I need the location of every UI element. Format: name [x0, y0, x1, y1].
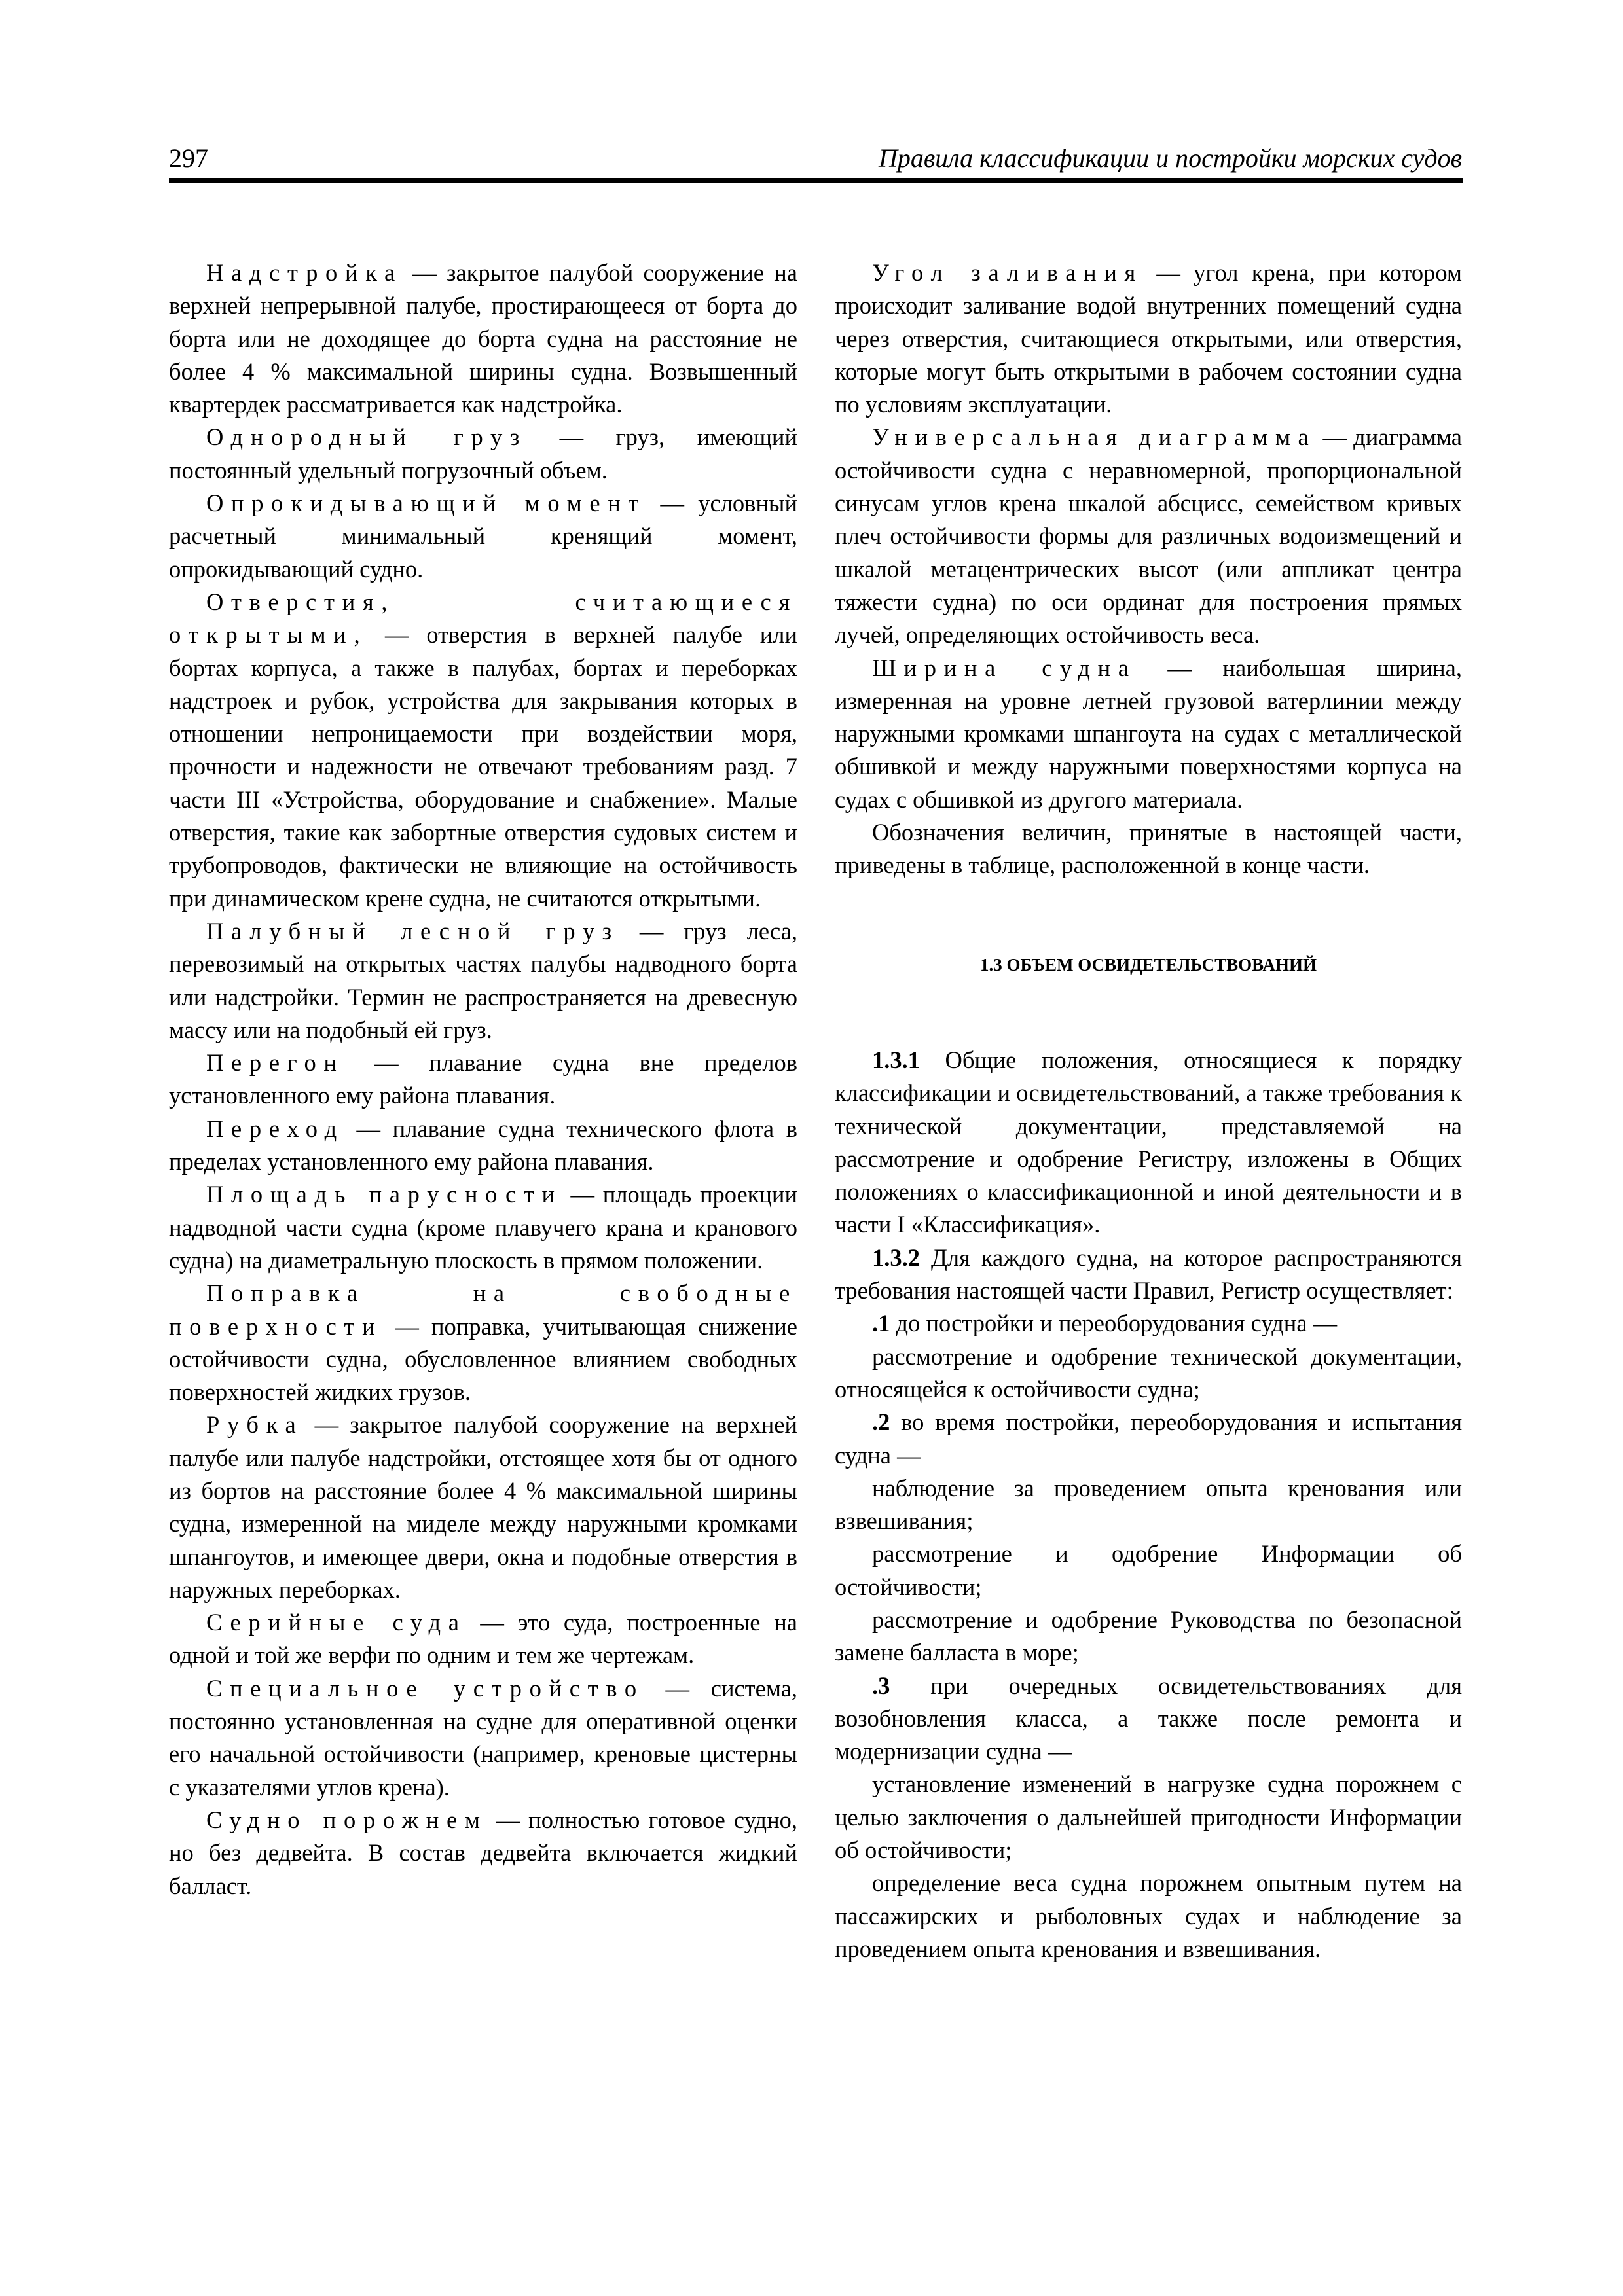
page-number: 297 — [169, 143, 208, 173]
defined-term: Ширина судна — [872, 654, 1137, 681]
paragraph — [835, 1604, 1462, 1670]
definition-paragraph — [835, 421, 1462, 651]
definition-paragraph — [169, 1047, 797, 1113]
defined-term: Поправка на свободные поверхности — [169, 1280, 797, 1340]
paragraph — [835, 1670, 1462, 1768]
paragraph-text: рассмотрение и одобрение Информации об остойчивости; — [835, 1540, 1462, 1600]
paragraph — [835, 1044, 1462, 1242]
defined-term: Перегон — [206, 1049, 344, 1077]
paragraph-text: во время постройки, переоборудования и испытания судна — — [835, 1408, 1462, 1469]
defined-term: Надстройка — [206, 259, 403, 286]
page-header — [169, 143, 1462, 179]
defined-term: Однородный груз — [206, 423, 528, 451]
definition-paragraph — [169, 1277, 797, 1408]
definition-paragraph — [169, 1804, 797, 1903]
defined-term: Специальное устройство — [206, 1674, 644, 1702]
paragraph-text: Общие положения, относящиеся к порядку классификации и освидетельствований, а также требования к технической документации, представляемой на рассмотрение и одобрение Регистру, изложены в Общих положениях о классификационной и иной деятельности и в части I «Классификация». — [835, 1046, 1462, 1238]
paragraph-text: — плавание судна технического флота в пределах установленного ему района плавания. — [169, 1115, 797, 1175]
paragraph-text: — поправка, учитывающая снижение остойчивости судна, обусловленное влиянием свободных поверхностей жидких грузов. — [169, 1312, 797, 1406]
paragraph-text: — система, постоянно установленная на судне для оперативной оценки его начальной остойчивости (например, креновые цистерны с указателями углов крена). — [169, 1674, 797, 1801]
paragraph-text: рассмотрение и одобрение Руководства по безопасной замене балласта в море; — [835, 1605, 1462, 1666]
paragraph-text: — это суда, построенные на одной и той же верфи по одним и тем же чертежам. — [169, 1609, 797, 1669]
paragraph-text: — отверстия в верхней палубе или бортах корпуса, а также в палубах, бортах и переборках надстроек и рубок, устройства для закрывания которых в отношении непроницаемости при воздействии моря, прочности и надежности не отвечают требованиям разд. 7 части III «Устройства, оборудование и снабжение». Малые отверстия, такие как забортные отверстия судовых систем и трубопроводов, фактически не влияющие на остойчивость при динамическом крене судна, не считаются открытыми. — [169, 621, 797, 912]
defined-term: Судно порожнем — [206, 1806, 488, 1833]
paragraph-text: — условный расчетный минимальный кренящий момент, опрокидывающий судно. — [169, 490, 797, 583]
paragraph-text: — площадь проекции надводной части судна (кроме плавучего крана и кранового судна) на диаметральную плоскость в прямом положении. — [169, 1181, 797, 1274]
paragraph-text: наблюдение за проведением опыта кренования или взвешивания; — [835, 1474, 1462, 1535]
paragraph — [835, 1307, 1462, 1340]
definition-paragraph — [169, 487, 797, 586]
defined-term: Площадь парусности — [206, 1181, 562, 1208]
defined-term: Опрокидывающий момент — [206, 490, 647, 517]
defined-term: Переход — [206, 1115, 344, 1142]
defined-term: Отверстия, считающиеся открытыми, — [169, 588, 797, 649]
paragraph — [835, 1472, 1462, 1538]
definition-paragraph — [169, 915, 797, 1047]
paragraph-text: — угол крена, при котором происходит заливание водой внутренних помещений судна через отверстия, считающиеся открытыми, или отверстия, которые могут быть открытыми в рабочем состоянии судна по условиям эксплуатации. — [835, 259, 1462, 418]
definition-paragraph — [169, 1408, 797, 1606]
definition-paragraph — [169, 421, 797, 487]
clause-number: 1.3.1 — [872, 1046, 920, 1073]
paragraph — [835, 1537, 1462, 1604]
definition-paragraph — [169, 1606, 797, 1672]
paragraph-text: — закрытое палубой сооружение на верхней непрерывной палубе, простирающееся от борта до борта или не доходящее до борта судна на расстояние не более 4 % максимальной ширины судна. Возвышенный квартердек рассматривается как надстройка. — [169, 259, 797, 418]
paragraph-text: — закрытое палубой сооружение на верхней палубе или палубе надстройки, отстоящее хотя бы от одного из бортов на расстояние более 4 % максимальной ширины судна, измеренной на миделе между наружными кромками шпангоутов, и имеющее двери, окна и подобные отверстия в наружных переборках. — [169, 1411, 797, 1603]
definition-paragraph — [169, 1178, 797, 1277]
paragraph-text: — груз леса, перевозимый на открытых частях палубы надводного борта или надстройки. Термин не распространяется на древесную массу или на подобный ей груз. — [169, 917, 797, 1043]
running-title: Правила классификации и постройки морских судов — [878, 143, 1462, 173]
paragraph-text: Обозначения величин, принятые в настоящей части, приведены в таблице, расположенной в конце части. — [835, 819, 1462, 879]
paragraph — [835, 1340, 1462, 1407]
paragraph-text: Для каждого судна, на которое распространяются требования настоящей части Правил, Регистр осуществляет: — [835, 1244, 1462, 1304]
clause-number: .3 — [872, 1672, 890, 1699]
paragraph — [835, 1406, 1462, 1472]
paragraph-text: — груз, имеющий постоянный удельный погрузочный объем. — [169, 423, 797, 484]
header-rule — [169, 178, 1463, 183]
paragraph-text: — плавание судна вне пределов установленного ему района плавания. — [169, 1049, 797, 1109]
defined-term: Рубка — [206, 1411, 304, 1439]
defined-term: Угол заливания — [872, 259, 1144, 286]
paragraph — [835, 1867, 1462, 1965]
paragraph-text: до постройки и переоборудования судна — — [890, 1310, 1338, 1337]
paragraph-text: — полностью готовое судно, но без дедвейта. В состав дедвейта включается жидкий балласт. — [169, 1806, 798, 1899]
paragraph-text: — наибольшая ширина, измеренная на уровне летней грузовой ватерлинии между наружными кромками шпангоута на судах с металлической обшивкой и между наружными поверхностями корпуса на судах с обшивкой из другого материала. — [835, 654, 1462, 813]
paragraph-text: рассмотрение и одобрение технической документации, относящейся к остойчивости судна; — [835, 1342, 1462, 1403]
defined-term: Палубный лесной груз — [206, 917, 619, 944]
definition-paragraph — [169, 586, 797, 915]
paragraph-text: определение веса судна порожнем опытным путем на пассажирских и рыболовных судах и наблюдение за проведением опыта кренования и взвешивания. — [835, 1869, 1462, 1962]
paragraph — [835, 1242, 1462, 1308]
paragraph — [835, 1768, 1462, 1867]
defined-term: Серийные суда — [206, 1609, 467, 1636]
clause-number: .2 — [872, 1408, 890, 1436]
right-column — [835, 257, 1462, 1965]
defined-term: Универсальная диаграмма — [872, 423, 1317, 451]
definition-paragraph — [835, 652, 1462, 816]
left-column — [169, 257, 797, 1903]
clause-number: 1.3.2 — [872, 1244, 920, 1271]
paragraph-text: установление изменений в нагрузке судна порожнем с целью заключения о дальнейшей пригодности Информации об остойчивости; — [835, 1770, 1462, 1864]
definition-paragraph — [169, 1113, 797, 1179]
paragraph — [835, 816, 1462, 882]
paragraph-text: при очередных освидетельствованиях для возобновления класса, а также после ремонта и модернизации судна — — [835, 1672, 1462, 1765]
section-heading: 1.3 ОБЪЕМ ОСВИДЕТЕЛЬСТВОВАНИЙ — [980, 954, 1317, 975]
paragraph-text: — диаграмма остойчивости судна с неравномерной, пропорциональной синусам углов крена шкалой абсцисс, семейством кривых плеч остойчивости формы для различных водоизмещений и шкалой метацентрических высот (или аппликат центра тяжести судна) по оси ординат для построения прямых лучей, определяющих остойчивость веса. — [835, 423, 1463, 649]
clause-number: .1 — [872, 1310, 890, 1337]
definition-paragraph — [169, 1672, 797, 1804]
definition-paragraph — [169, 257, 797, 421]
definition-paragraph — [835, 257, 1462, 421]
